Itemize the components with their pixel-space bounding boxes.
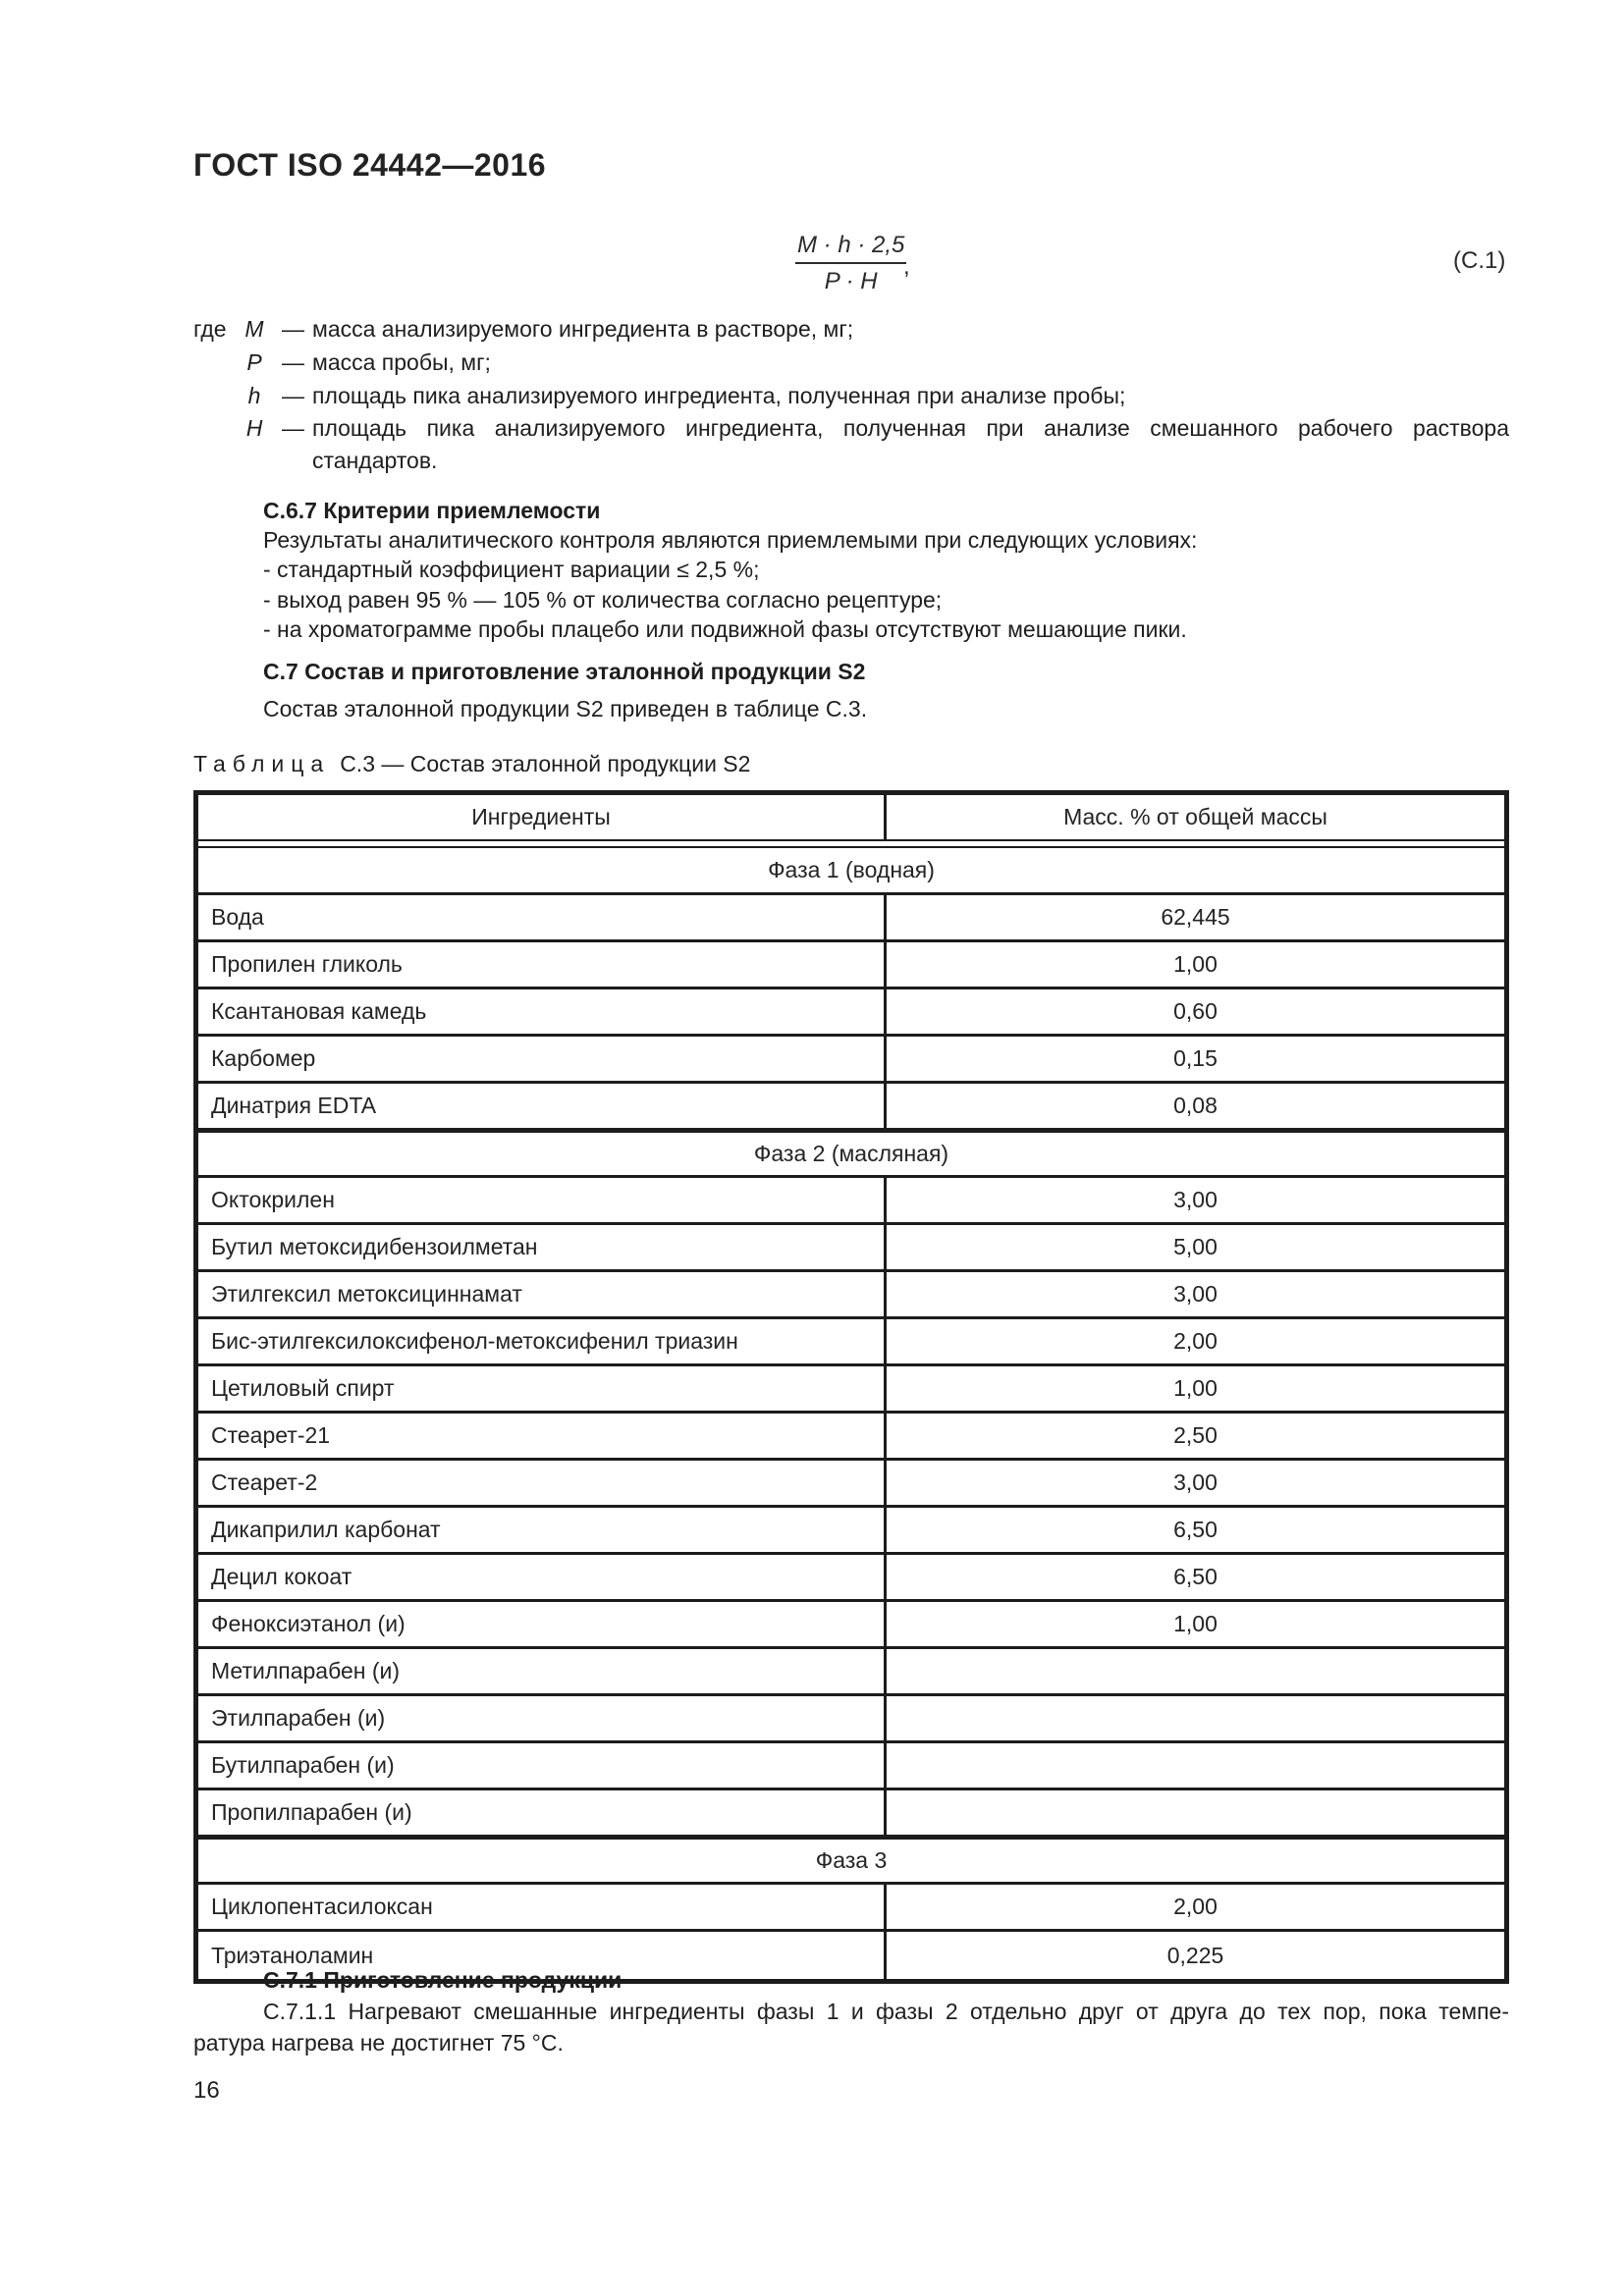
column-header-ingredients: Ингредиенты (471, 804, 611, 829)
header-double-rule (198, 839, 1504, 848)
bullet-item: - на хроматограмме пробы плацебо или подвижной фазы отсутствуют мешающие пики. (263, 616, 1187, 642)
value-cell: 0,08 (884, 1084, 1504, 1128)
value-cell: 3,00 (884, 1461, 1504, 1505)
table-row (198, 1225, 1504, 1272)
ingredient-cell: Циклопентасилоксан (211, 1894, 433, 1919)
definition-text: масса пробы, мг; (312, 349, 491, 375)
value-cell: 3,00 (884, 1272, 1504, 1316)
formula (795, 232, 906, 295)
table-row (198, 942, 1504, 989)
definition-symbol: P (246, 349, 262, 375)
definition-symbol: h (247, 383, 261, 408)
table-row (198, 1743, 1504, 1790)
value-cell: 6,50 (884, 1555, 1504, 1599)
table-caption-rest: С.3 — Состав эталонной продукции S2 (340, 751, 751, 776)
ingredient-cell: Триэтаноламин (211, 1942, 374, 1968)
table-row (198, 1508, 1504, 1555)
ingredient-cell: Децил кокоат (211, 1564, 352, 1589)
table-row (198, 1696, 1504, 1743)
definition-dash: — (282, 415, 304, 441)
value-cell: 2,00 (884, 1885, 1504, 1929)
definition-symbol: M (244, 316, 264, 342)
value-cell: 1,00 (884, 942, 1504, 987)
table-row (198, 1272, 1504, 1319)
value-cell (884, 1649, 1504, 1693)
ingredient-cell: Бис-этилгексилоксифенол-метоксифенил триазин (211, 1328, 738, 1354)
definition-row (193, 316, 1509, 346)
document-header: ГОСТ ISO 24442—2016 (193, 147, 547, 183)
phase-label: Фаза 1 (водная) (768, 857, 935, 882)
value-cell: 5,00 (884, 1225, 1504, 1269)
section-c67-intro: Результаты аналитического контроля являются приемлемыми при следующих условиях: (263, 527, 1198, 553)
definition-dash: — (282, 383, 304, 408)
table-row (198, 895, 1504, 942)
ingredient-cell: Вода (211, 904, 264, 930)
definition-dash: — (282, 316, 304, 342)
table-row (198, 1319, 1504, 1366)
ingredient-cell: Стеарет-2 (211, 1469, 318, 1495)
definition-row (193, 349, 1509, 379)
ingredient-cell: Стеарет-21 (211, 1422, 331, 1448)
phase-label: Фаза 3 (815, 1847, 888, 1873)
ingredient-cell: Бутилпарабен (и) (211, 1752, 395, 1778)
section-heading-c67: С.6.7 Критерии приемлемости (263, 498, 601, 523)
ingredient-cell: Октокрилен (211, 1187, 335, 1212)
phase-row (198, 848, 1504, 895)
definition-row (193, 383, 1509, 412)
table-row (198, 1649, 1504, 1696)
value-cell: 0,15 (884, 1037, 1504, 1081)
column-header-mass-percent: Масс. % от общей массы (884, 795, 1504, 839)
formula-fraction (795, 232, 906, 295)
ingredient-cell: Метилпарабен (и) (211, 1658, 401, 1683)
value-cell (884, 1790, 1504, 1835)
ingredient-cell: Цетиловый спирт (211, 1375, 395, 1401)
table-row (198, 989, 1504, 1037)
definition-text: стандартов. (312, 448, 438, 473)
value-cell: 62,445 (884, 895, 1504, 939)
value-cell: 6,50 (884, 1508, 1504, 1552)
ingredient-cell: Этилпарабен (и) (211, 1705, 386, 1731)
table-row (198, 1885, 1504, 1932)
ingredient-cell: Пропилен гликоль (211, 951, 403, 977)
formula-denominator: P · H (795, 262, 906, 295)
ingredient-cell: Этилгексил метоксициннамат (211, 1281, 522, 1307)
bullet-item: - выход равен 95 % — 105 % от количества согласно рецептуре; (263, 587, 943, 613)
table-caption-word: Таблица (193, 751, 331, 776)
formula-number-label: (С.1) (1453, 247, 1506, 274)
value-cell: 3,00 (884, 1178, 1504, 1222)
paragraph-c711-line1: С.7.1.1 Нагревают смешанные ингредиенты фазы 1 и фазы 2 отдельно друг от друга до тех пор, пока темпе- (263, 1999, 1509, 2024)
definition-row (193, 415, 1509, 445)
ingredient-cell: Динатрия EDTA (211, 1093, 377, 1118)
table-body (198, 848, 1504, 1979)
page-number: 16 (193, 2077, 220, 2104)
value-cell: 0,225 (884, 1932, 1504, 1979)
table-row (198, 1790, 1504, 1838)
formula-numerator: M · h · 2,5 (797, 232, 905, 258)
definition-text: площадь пика анализируемого ингредиента, полученная при анализе смешанного рабочего раствора (312, 415, 1509, 441)
definition-dash: — (282, 349, 304, 375)
table-row (198, 1461, 1504, 1508)
phase-row (198, 1131, 1504, 1178)
table-row (198, 1366, 1504, 1414)
phase-row (198, 1838, 1504, 1885)
table-caption (193, 751, 750, 777)
definition-symbol: H (245, 415, 263, 441)
definition-text: масса анализируемого ингредиента в растворе, мг; (312, 316, 854, 342)
formula-comma: , (903, 253, 910, 280)
table-row (198, 1037, 1504, 1084)
value-cell: 1,00 (884, 1602, 1504, 1646)
table-row (198, 1178, 1504, 1225)
value-cell: 0,60 (884, 989, 1504, 1034)
section-heading-c71: С.7.1 Приготовление продукции (263, 1967, 623, 1993)
paragraph-c711-line2: ратура нагрева не достигнет 75 °С. (193, 2030, 564, 2056)
table-row (198, 1084, 1504, 1131)
ingredient-cell: Дикаприлил карбонат (211, 1517, 441, 1542)
phase-label: Фаза 2 (масляная) (753, 1141, 949, 1166)
table-row (198, 1414, 1504, 1461)
section-heading-c7: С.7 Состав и приготовление эталонной продукции S2 (263, 659, 866, 684)
where-word: где (193, 316, 227, 342)
definition-text: площадь пика анализируемого ингредиента, полученная при анализе пробы; (312, 383, 1126, 408)
value-cell: 2,00 (884, 1319, 1504, 1363)
section-c7-intro: Состав эталонной продукции S2 приведен в таблице С.3. (263, 696, 868, 721)
value-cell: 1,00 (884, 1366, 1504, 1411)
value-cell (884, 1696, 1504, 1740)
ingredient-cell: Ксантановая камедь (211, 998, 427, 1024)
value-cell (884, 1743, 1504, 1788)
table-header-row (198, 795, 1504, 839)
ingredient-cell: Феноксиэтанол (и) (211, 1611, 406, 1636)
ingredient-cell: Карбомер (211, 1045, 316, 1071)
table-row (198, 1555, 1504, 1602)
table-row (198, 1602, 1504, 1649)
bullet-item: - стандартный коэффициент вариации ≤ 2,5 %; (263, 557, 760, 582)
ingredients-table (193, 790, 1509, 1984)
value-cell: 2,50 (884, 1414, 1504, 1458)
ingredient-cell: Пропилпарабен (и) (211, 1799, 412, 1825)
definition-row-continuation (193, 448, 1509, 477)
ingredient-cell: Бутил метоксидибензоилметан (211, 1234, 538, 1259)
